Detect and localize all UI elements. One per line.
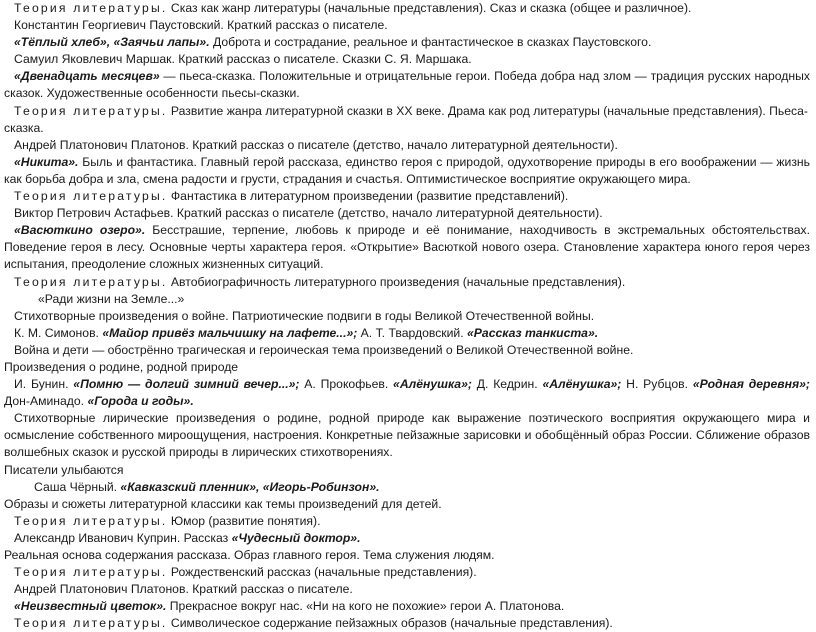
topic-paragraph: Война и дети — обострённо трагическая и героическая тема произведений о Великой Отечественной войне. [14,342,634,357]
works-paragraph [4,530,810,547]
works-paragraph [4,34,810,51]
work-title: «Чудесный доктор». [231,530,361,545]
theory-label: Теория литературы. [14,1,168,15]
works-paragraph [4,376,810,410]
works-paragraph [4,325,810,342]
author-paragraph: Андрей Платонович Платонов. Краткий рассказ о писателе. [14,582,353,597]
work-title: «Майор привёз мальчишку на лафете...»; [102,325,358,340]
author-paragraph: Константин Георгиевич Паустовский. Краткий рассказ о писателе. [14,18,388,33]
work-title: «Никита». [14,154,79,169]
theory-paragraph [4,615,810,632]
author-paragraph: Виктор Петрович Астафьев. Краткий рассказ о писателе (детство, начало литературной деятельности). [14,206,603,221]
work-title: «Неизвестный цветок». [14,599,167,614]
theory-text: Развитие жанра литературной сказки в XX веке. Драма как род литературы (начальные представления). Пьеса-сказка. [4,103,808,135]
author-name: А. Прокофьев. [299,377,394,392]
theory-label: Теория литературы. [14,565,168,580]
topic-paragraph: Образы и сюжеты литературной классики как темы произведений для детей. [4,496,442,511]
theory-label: Теория литературы. [14,274,168,289]
work-title: «Кавказский пленник», «Игорь-Робинзон». [120,479,380,494]
works-paragraph [4,479,810,496]
theory-text: Символическое содержание пейзажных образов (начальные представления). [167,616,613,631]
theory-text: Автобиографичность литературного произведения (начальные представления). [167,274,626,289]
theory-label: Теория литературы. [14,616,168,631]
theory-text: Юмор (развитие понятия). [167,513,321,528]
author-name: Саша Чёрный. [34,479,121,494]
theory-paragraph [4,0,810,17]
works-paragraph [4,68,810,102]
author-paragraph: Андрей Платонович Платонов. Краткий рассказ о писателе (детство, начало литературной деятельности). [14,137,618,152]
works-paragraph [4,222,810,273]
work-title: «Города и годы». [87,394,194,409]
author-paragraph: Самуил Яковлевич Маршак. Краткий рассказ о писателе. Сказки С. Я. Маршака. [14,52,472,67]
author-name: А. Т. Твардовский. [357,325,468,340]
section-heading: Писатели улыбаются [4,462,124,477]
work-description: Доброта и сострадание, реальное и фантастическое в сказках Паустовского. [209,35,652,50]
work-title: «Тёплый хлеб», «Заячьи лапы». [14,35,210,50]
work-title: «Помню — долгий зимний вечер...»; [73,377,300,392]
theory-paragraph [4,103,810,137]
theory-paragraph [4,513,810,530]
author-name: К. М. Симонов. [14,325,103,340]
work-title: «Родная деревня»; [692,377,810,392]
author-name: Дон-Аминадо. [4,394,88,409]
section-heading: Произведения о родине, родной природе [4,359,239,374]
work-description: — пьеса-сказка. Положительные и отрицательные герои. Победа добра над злом — традиция русских народных сказок. Художественные особенности пьесы-сказки. [4,69,810,101]
work-title: «Алёнушка»; [542,377,622,392]
work-description: Бесстрашие, терпение, любовь к природе и её понимание, находчивость в экстремальных обстоятельствах. Поведение героя в лесу. Основные черты характера героя. «Открытие» Васюткой нового озера. Становление характера юного героя через испытания, преодоление сложных жизненных ситуаций. [4,223,811,272]
work-description: Быль и фантастика. Главный герой рассказа, единство героя с природой, одухотворение природы в его воображении — жизнь как борьба добра и зла, смена радости и грусти, страдания и счастья. Оптимистическое восприятие окружающего мира. [4,154,810,186]
topic-paragraph: Стихотворные произведения о войне. Патриотические подвиги в годы Великой Отечественной войны. [14,308,595,323]
theory-label: Теория литературы. [14,189,168,204]
work-title: «Алёнушка»; [393,377,472,392]
topic-paragraph: Реальная основа содержания рассказа. Образ главного героя. Тема служения людям. [4,548,495,562]
theory-label: Теория литературы. [14,513,168,528]
work-title: «Рассказ танкиста». [467,325,599,340]
works-paragraph [4,598,810,615]
section-heading: «Ради жизни на Земле...» [38,291,185,306]
author-name: Д. Кедрин. [471,377,543,392]
theory-label: Теория литературы. [14,103,168,118]
theory-text: Фантастика в литературном произведении (развитие представлений). [167,189,569,204]
work-description: Прекрасное вокруг нас. «Ни на кого не похожие» герои А. Платонова. [166,599,565,614]
author-name: И. Бунин. [14,377,74,392]
topic-paragraph: Стихотворные лирические произведения о родине, родной природе как выражение поэтического восприятия окружающего мира и осмысление собственного мироощущения, настроения. Конкретные пейзажные зарисовки и обобщённый образ России. Сближение образов волшебных сказок и русской природы в лирических стихотворениях. [4,411,810,460]
theory-paragraph [4,274,810,291]
author-name: Н. Рубцов. [621,377,693,392]
theory-paragraph [4,188,810,205]
work-title: «Васюткино озеро». [14,223,146,238]
theory-text: Рождественский рассказ (начальные представления). [167,565,477,580]
author-name: Александр Иванович Куприн. Рассказ [14,530,232,545]
theory-paragraph [4,564,810,581]
theory-text: Сказ как жанр литературы (начальные представления). Сказ и сказка (общее и различное). [167,1,692,15]
work-title: «Двенадцать месяцев» [14,69,160,84]
works-paragraph [4,154,810,188]
